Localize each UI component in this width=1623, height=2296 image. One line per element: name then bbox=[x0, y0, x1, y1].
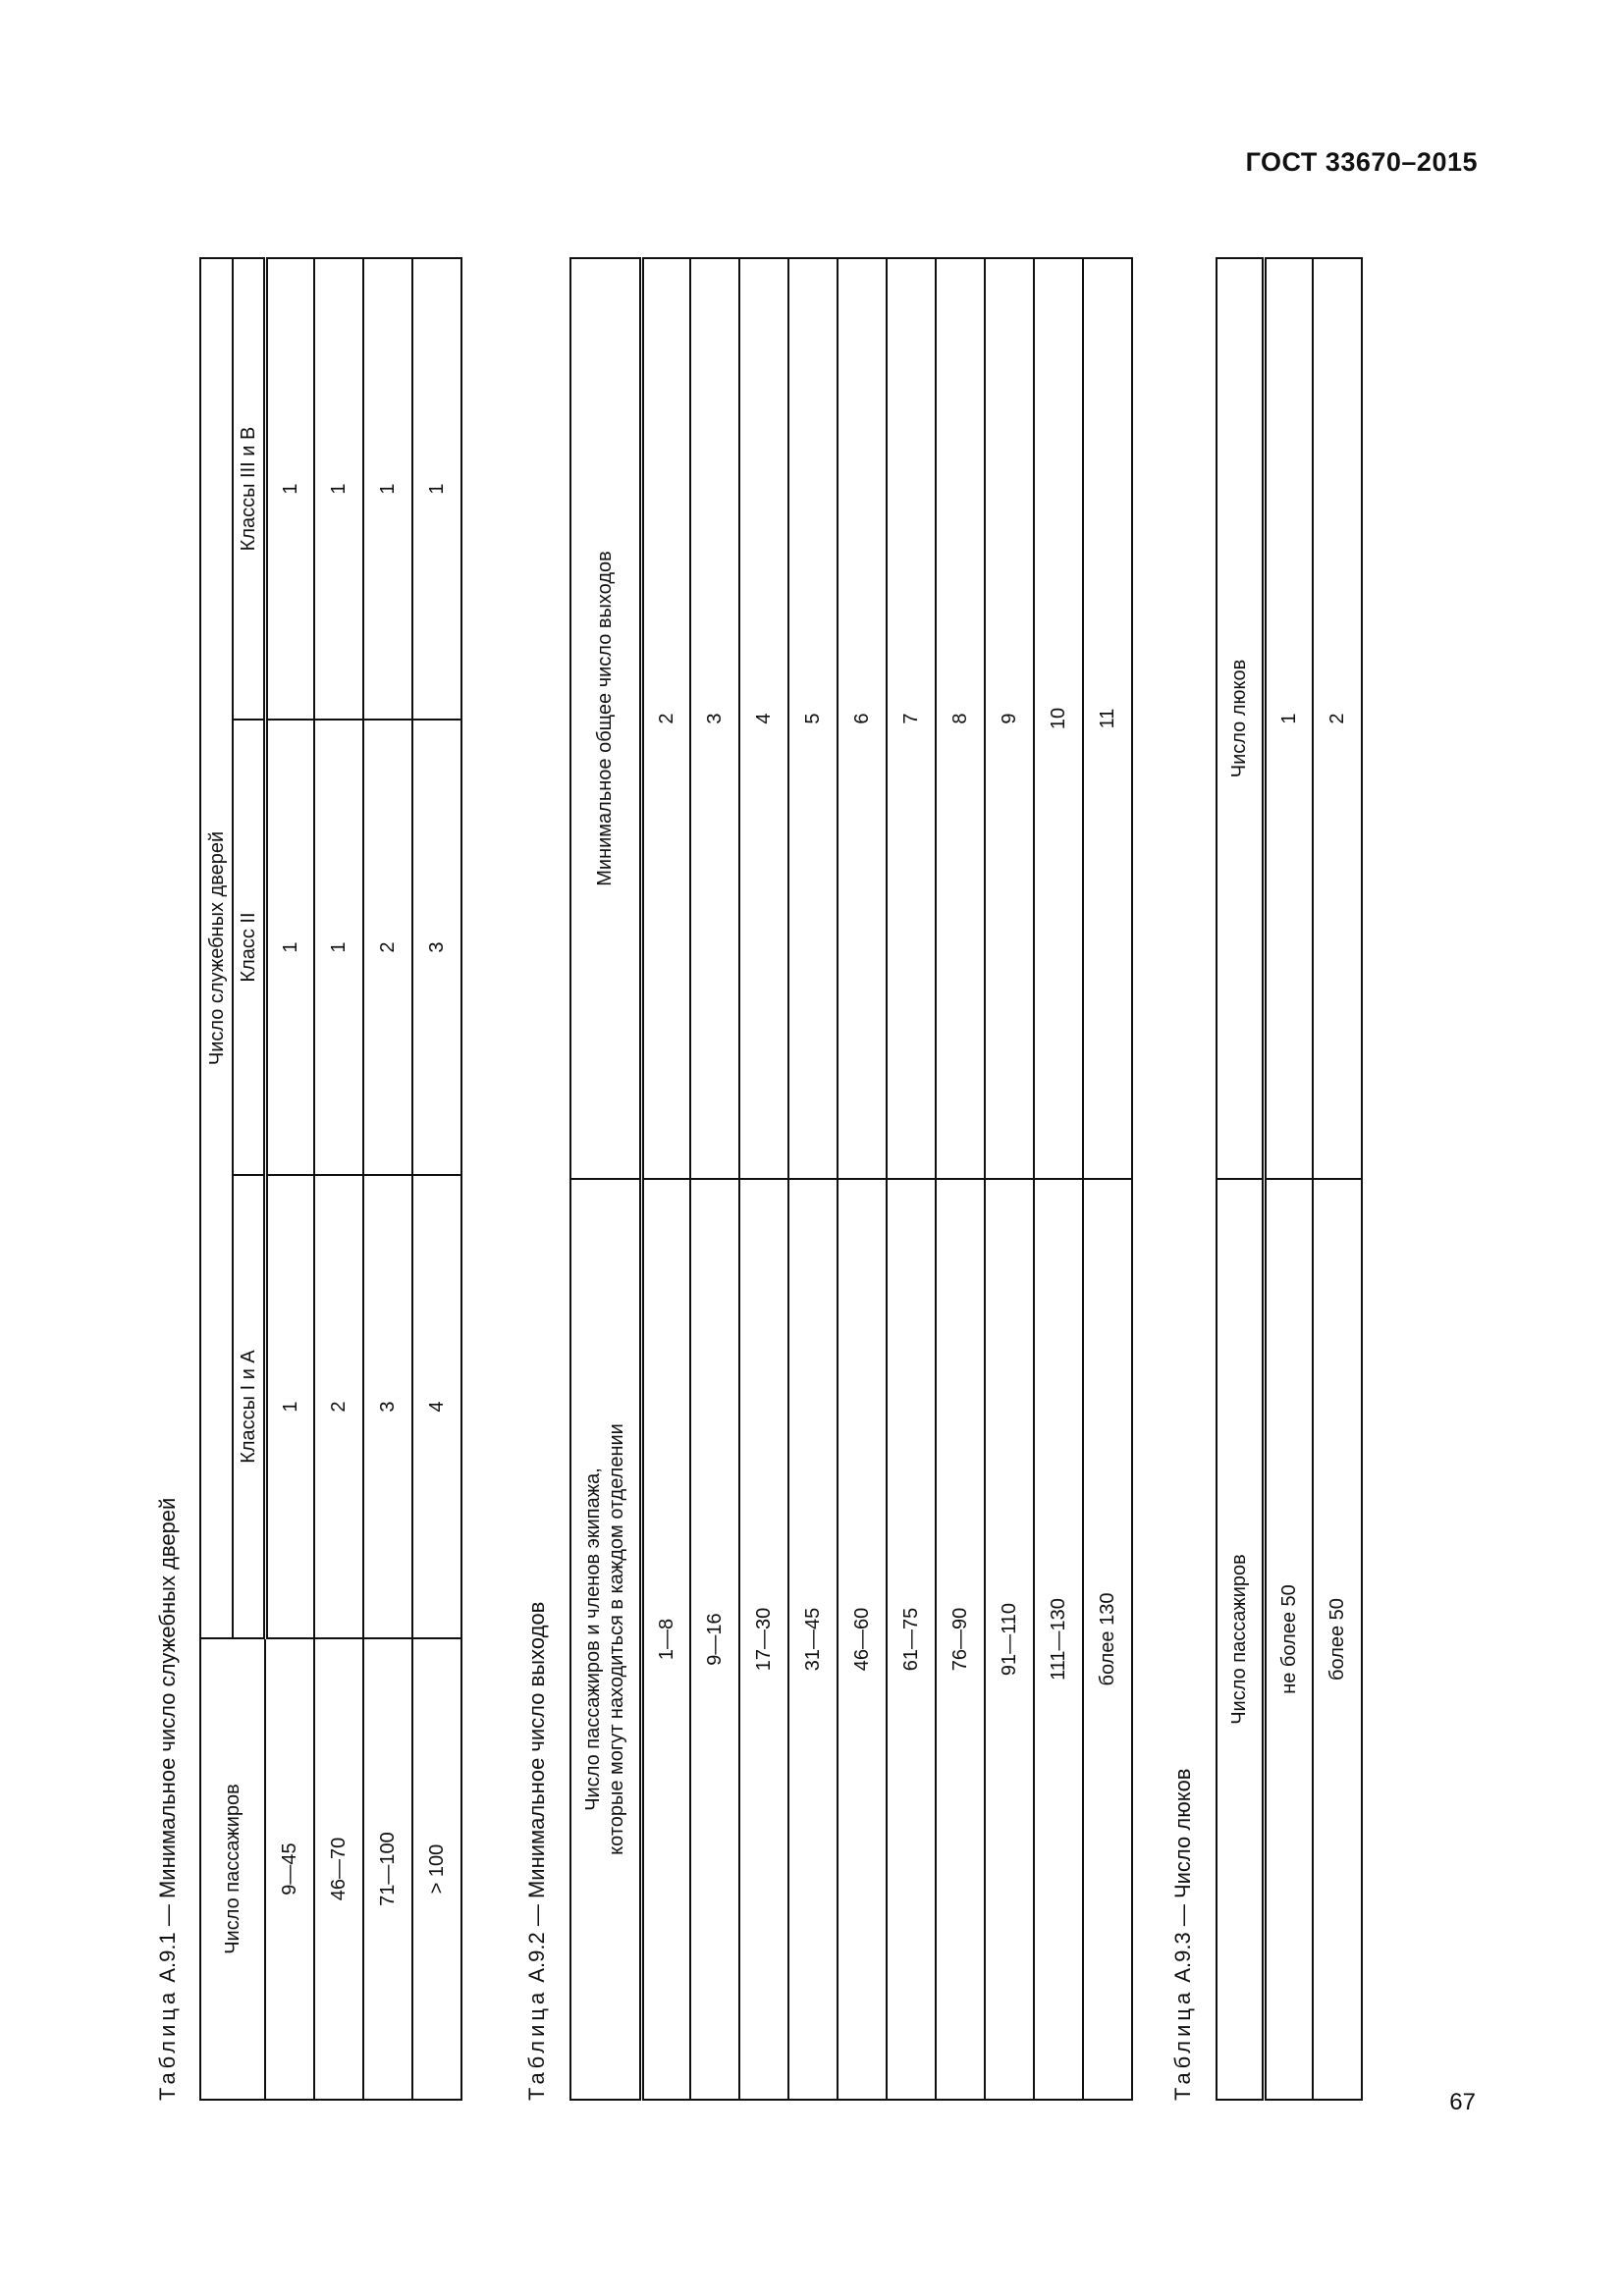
table-row bbox=[1264, 258, 1313, 2100]
table-a91-header-class-ii: Класс II bbox=[233, 720, 265, 1175]
table-cell: 46—60 bbox=[838, 1179, 887, 2100]
table-cell: 6 bbox=[838, 258, 887, 1179]
table-a92-header-exits: Минимальное общее число выходов bbox=[570, 258, 641, 1179]
table-a91 bbox=[199, 257, 462, 2101]
table-cell: 46—70 bbox=[314, 1638, 363, 2100]
table-cell: 1 bbox=[412, 258, 461, 720]
table-a91-header-class-i-a: Классы I и A bbox=[233, 1175, 265, 1638]
table-cell: 7 bbox=[887, 258, 936, 1179]
table-cell: 111—130 bbox=[1034, 1179, 1083, 2100]
table-cell: 71—100 bbox=[363, 1638, 412, 2100]
table-row bbox=[985, 258, 1034, 2100]
page-number: 67 bbox=[1449, 2089, 1476, 2115]
table-row bbox=[1083, 258, 1132, 2100]
table-cell: более 130 bbox=[1083, 1179, 1132, 2100]
table-a93-caption bbox=[1170, 1769, 1196, 2102]
table-row bbox=[641, 258, 690, 2100]
table-row bbox=[412, 258, 461, 2100]
table-cell: > 100 bbox=[412, 1638, 461, 2100]
table-a92-caption-prefix: Таблица bbox=[524, 1988, 549, 2101]
table-cell: 1—8 bbox=[641, 1179, 690, 2100]
table-row bbox=[936, 258, 985, 2100]
table-row bbox=[739, 258, 788, 2100]
table-cell: 1 bbox=[265, 258, 314, 720]
table-row bbox=[265, 258, 314, 2100]
table-a91-caption bbox=[155, 1498, 181, 2101]
table-a93-header-hatches: Число люков bbox=[1217, 258, 1264, 1179]
table-a91-caption-prefix: Таблица bbox=[155, 1988, 180, 2101]
table-row bbox=[1313, 258, 1362, 2100]
table-a93 bbox=[1216, 257, 1363, 2101]
table-row bbox=[1034, 258, 1083, 2100]
table-cell: 8 bbox=[936, 258, 985, 1179]
table-cell: 2 bbox=[1313, 258, 1362, 1179]
table-cell: 5 bbox=[788, 258, 838, 1179]
table-cell: 4 bbox=[739, 258, 788, 1179]
table-cell: 1 bbox=[314, 720, 363, 1175]
table-a92-header-passengers bbox=[570, 1179, 641, 2100]
table-cell: 10 bbox=[1034, 258, 1083, 1179]
table-row bbox=[363, 258, 412, 2100]
table-cell: 91—110 bbox=[985, 1179, 1034, 2100]
table-a93-caption-text: А.9.3 — Число люков bbox=[1170, 1768, 1195, 1989]
table-row bbox=[788, 258, 838, 2100]
table-a92-caption-text: А.9.2 — Минимальное число выходов bbox=[524, 1601, 549, 1989]
table-cell: 31—45 bbox=[788, 1179, 838, 2100]
table-row bbox=[690, 258, 739, 2100]
table-cell: 2 bbox=[641, 258, 690, 1179]
table-cell: 1 bbox=[1264, 258, 1313, 1179]
table-cell: 3 bbox=[690, 258, 739, 1179]
table-a91-header-doors-group: Число служебных дверей bbox=[200, 258, 233, 1638]
table-a91-header-passengers: Число пассажиров bbox=[200, 1638, 265, 2100]
table-cell: более 50 bbox=[1313, 1179, 1362, 2100]
table-a92-caption bbox=[524, 1602, 550, 2101]
table-cell: 9 bbox=[985, 258, 1034, 1179]
table-a91-header-class-iii-b: Классы III и В bbox=[233, 258, 265, 720]
table-a92 bbox=[569, 257, 1133, 2101]
table-a93-caption-prefix: Таблица bbox=[1170, 1988, 1195, 2101]
table-cell: 11 bbox=[1083, 258, 1132, 1179]
table-cell: 2 bbox=[314, 1175, 363, 1638]
table-cell: 4 bbox=[412, 1175, 461, 1638]
table-row bbox=[314, 258, 363, 2100]
table-cell: 1 bbox=[314, 258, 363, 720]
table-cell: 3 bbox=[363, 1175, 412, 1638]
table-cell: 9—45 bbox=[265, 1638, 314, 2100]
table-row bbox=[887, 258, 936, 2100]
table-cell: 17—30 bbox=[739, 1179, 788, 2100]
table-a91-caption-text: А.9.1 — Минимальное число служебных дверей bbox=[155, 1497, 180, 1989]
table-row bbox=[838, 258, 887, 2100]
table-cell: 3 bbox=[412, 720, 461, 1175]
table-cell: 76—90 bbox=[936, 1179, 985, 2100]
rotated-page-content bbox=[147, 245, 1365, 2101]
table-cell: 1 bbox=[265, 1175, 314, 1638]
table-cell: 2 bbox=[363, 720, 412, 1175]
standard-code: ГОСТ 33670–2015 bbox=[1245, 147, 1478, 177]
table-cell: 61—75 bbox=[887, 1179, 936, 2100]
table-cell: 9—16 bbox=[690, 1179, 739, 2100]
table-cell: 1 bbox=[363, 258, 412, 720]
table-a92-header-passengers-line1: Число пассажиров и членов экипажа, bbox=[582, 1468, 605, 1811]
table-a93-header-passengers: Число пассажиров bbox=[1217, 1179, 1264, 2100]
table-cell: не более 50 bbox=[1264, 1179, 1313, 2100]
table-a92-header-passengers-line2: которые могут находиться в каждом отделении bbox=[606, 1423, 628, 1855]
table-cell: 1 bbox=[265, 720, 314, 1175]
